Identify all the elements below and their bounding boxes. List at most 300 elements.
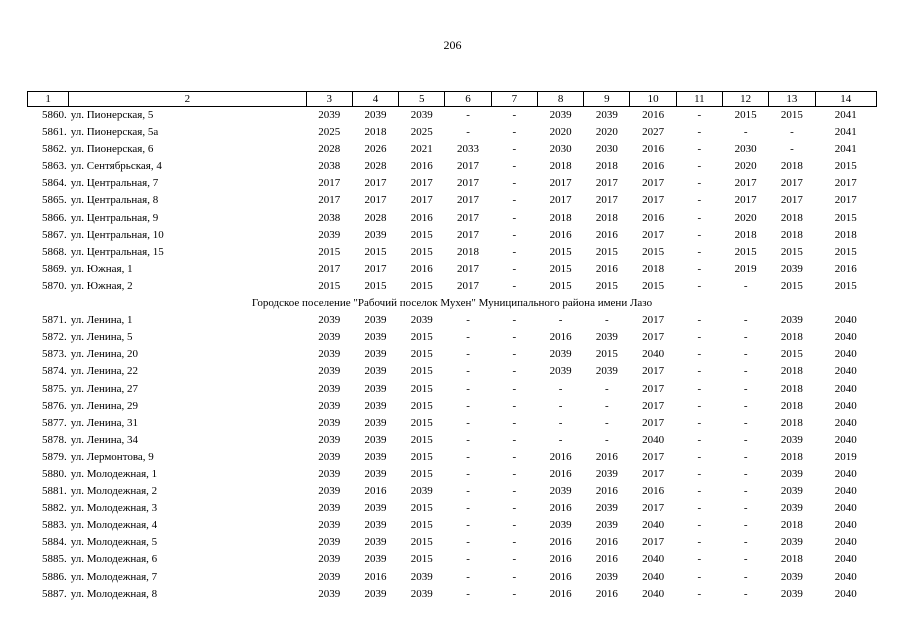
value-cell: 2017 [734, 177, 757, 190]
value-cell: 2017 [642, 450, 665, 463]
value-cell: 2018 [364, 126, 387, 139]
row-number: 5882. [41, 502, 67, 515]
value-cell: 2028 [364, 160, 387, 173]
value-cell: - [558, 433, 563, 446]
value-cell: 2039 [780, 587, 803, 600]
value-cell: - [697, 365, 702, 378]
value-cell: 2039 [410, 485, 433, 498]
row-number: 5877. [41, 416, 67, 429]
value-cell: 2020 [595, 126, 618, 139]
address-cell: ул. Молодежная, 4 [70, 519, 158, 532]
value-cell: 2015 [364, 245, 387, 258]
value-cell: - [605, 314, 609, 327]
value-cell: 2015 [410, 536, 433, 549]
row-number: 5872. [41, 331, 67, 344]
value-cell: 2015 [364, 279, 387, 292]
value-cell: 2040 [834, 399, 857, 412]
value-cell: - [697, 382, 702, 395]
value-cell: - [512, 109, 517, 121]
value-cell: 2016 [642, 160, 665, 173]
value-cell: 2040 [834, 570, 857, 583]
value-cell: 2015 [410, 519, 433, 532]
table-row [28, 398, 877, 415]
value-cell: - [558, 314, 563, 327]
value-cell: 2018 [549, 211, 572, 224]
value-cell: 2018 [780, 416, 803, 429]
value-cell: - [697, 433, 702, 446]
value-cell: 2018 [595, 211, 618, 224]
table-row [28, 500, 877, 517]
value-cell: 2039 [780, 485, 803, 498]
value-cell: - [605, 433, 609, 446]
value-cell: 2030 [549, 143, 572, 156]
value-cell: 2039 [364, 365, 387, 378]
value-cell: 2039 [364, 433, 387, 446]
value-cell: - [512, 536, 517, 549]
value-cell: 2040 [834, 536, 857, 549]
value-cell: - [466, 399, 470, 412]
value-cell: - [466, 433, 470, 446]
value-cell: - [512, 399, 517, 412]
value-cell: 2017 [642, 228, 665, 241]
row-number: 5871. [41, 314, 67, 327]
value-cell: 2016 [549, 587, 572, 600]
header-cell: 14 [815, 92, 876, 107]
table-row [28, 569, 877, 586]
address-cell: ул. Центральная, 15 [70, 245, 164, 258]
value-cell: 2017 [549, 177, 572, 190]
address-cell: ул. Центральная, 7 [70, 177, 159, 190]
value-cell: 2015 [780, 348, 803, 361]
value-cell: 2016 [549, 331, 572, 344]
value-cell: 2015 [780, 109, 803, 121]
value-cell: 2019 [834, 450, 857, 463]
header-cell: 1 [28, 92, 69, 107]
value-cell: - [697, 553, 702, 566]
value-cell: - [743, 587, 748, 600]
value-cell: - [697, 194, 702, 207]
header-cell: 10 [630, 92, 676, 107]
value-cell: - [512, 160, 517, 173]
value-cell: - [743, 279, 748, 292]
value-cell: - [743, 331, 748, 344]
row-number: 5867. [41, 228, 67, 241]
value-cell: 2015 [410, 502, 433, 515]
value-cell: 2017 [595, 177, 618, 190]
value-cell: 2017 [642, 382, 665, 395]
table-row [28, 381, 877, 398]
value-cell: 2015 [410, 450, 433, 463]
value-cell: 2040 [834, 348, 857, 361]
value-cell: - [558, 382, 563, 395]
value-cell: - [605, 399, 609, 412]
register-table [27, 91, 877, 603]
value-cell: - [697, 262, 702, 275]
page-number: 206 [443, 38, 462, 52]
value-cell: 2017 [642, 314, 665, 327]
value-cell: 2039 [410, 570, 433, 583]
value-cell: 2017 [457, 160, 480, 173]
value-cell: 2039 [318, 570, 341, 583]
value-cell: 2039 [364, 502, 387, 515]
address-cell: ул. Молодежная, 6 [70, 553, 158, 566]
value-cell: - [512, 502, 517, 515]
value-cell: - [512, 262, 517, 275]
value-cell: 2020 [549, 126, 572, 139]
value-cell: 2018 [834, 228, 857, 241]
table-row [28, 534, 877, 551]
value-cell: 2015 [410, 279, 433, 292]
value-cell: 2039 [318, 365, 341, 378]
value-cell: 2015 [410, 433, 433, 446]
value-cell: 2016 [549, 536, 572, 549]
value-cell: 2039 [410, 587, 433, 600]
value-cell: 2039 [364, 519, 387, 532]
value-cell: 2015 [410, 399, 433, 412]
value-cell: - [512, 416, 517, 429]
value-cell: 2025 [410, 126, 433, 139]
row-number: 5878. [41, 433, 67, 446]
row-number: 5864. [41, 177, 67, 190]
value-cell: 2017 [642, 194, 665, 207]
value-cell: 2016 [834, 262, 857, 275]
value-cell: 2017 [642, 331, 665, 344]
value-cell: 2016 [642, 211, 665, 224]
value-cell: 2040 [642, 519, 665, 532]
value-cell: 2020 [734, 160, 757, 173]
value-cell: 2020 [734, 211, 757, 224]
value-cell: - [697, 126, 702, 139]
value-cell: 2039 [549, 109, 572, 121]
value-cell: 2016 [595, 262, 618, 275]
table-row [28, 312, 877, 329]
value-cell: 2015 [780, 279, 803, 292]
value-cell: - [512, 211, 517, 224]
value-cell: 2040 [834, 331, 857, 344]
value-cell: - [512, 126, 517, 139]
value-cell: 2039 [364, 450, 387, 463]
value-cell: 2039 [364, 416, 387, 429]
value-cell: 2040 [642, 570, 665, 583]
value-cell: 2018 [780, 160, 803, 173]
value-cell: 2039 [364, 382, 387, 395]
value-cell: 2028 [364, 211, 387, 224]
value-cell: 2018 [457, 245, 480, 258]
row-number: 5885. [41, 553, 67, 566]
value-cell: - [512, 228, 517, 241]
value-cell: 2016 [595, 587, 618, 600]
value-cell: 2018 [780, 331, 803, 344]
value-cell: - [790, 143, 794, 156]
value-cell: 2016 [595, 485, 618, 498]
value-cell: 2041 [834, 126, 857, 139]
address-cell: ул. Молодежная, 8 [70, 587, 158, 600]
table-row [28, 483, 877, 500]
row-number: 5881. [41, 485, 67, 498]
value-cell: 2039 [549, 365, 572, 378]
table-row [28, 329, 877, 346]
value-cell: - [512, 143, 517, 156]
value-cell: 2016 [595, 450, 618, 463]
value-cell: 2039 [595, 519, 618, 532]
value-cell: - [466, 450, 470, 463]
address-cell: ул. Центральная, 10 [70, 228, 164, 241]
value-cell: - [512, 177, 517, 190]
value-cell: 2017 [549, 194, 572, 207]
row-number: 5876. [41, 399, 67, 412]
value-cell: 2039 [318, 109, 341, 121]
value-cell: - [697, 536, 702, 549]
value-cell: 2039 [364, 587, 387, 600]
value-cell: - [605, 382, 609, 395]
value-cell: 2017 [318, 177, 341, 190]
row-number: 5887. [41, 587, 67, 600]
header-cell: 12 [723, 92, 769, 107]
value-cell: 2040 [642, 553, 665, 566]
value-cell: 2039 [364, 331, 387, 344]
value-cell: 2040 [834, 467, 857, 480]
table-row [28, 551, 877, 568]
value-cell: 2016 [410, 211, 433, 224]
value-cell: 2039 [318, 553, 341, 566]
value-cell: 2015 [834, 279, 857, 292]
value-cell: - [697, 331, 702, 344]
value-cell: 2039 [318, 587, 341, 600]
table-row [28, 210, 877, 227]
address-cell: ул. Центральная, 8 [70, 194, 159, 207]
value-cell: 2017 [457, 177, 480, 190]
value-cell: - [697, 399, 702, 412]
value-cell: 2016 [549, 467, 572, 480]
value-cell: 2017 [642, 365, 665, 378]
row-number: 5862. [41, 143, 67, 156]
value-cell: 2018 [780, 365, 803, 378]
table-row [28, 107, 877, 125]
value-cell: 2018 [595, 160, 618, 173]
value-cell: 2025 [318, 126, 341, 139]
value-cell: - [697, 467, 702, 480]
value-cell: 2017 [642, 467, 665, 480]
value-cell: - [466, 519, 470, 532]
value-cell: 2039 [595, 365, 618, 378]
value-cell: 2016 [364, 485, 387, 498]
value-cell: 2018 [780, 228, 803, 241]
address-cell: ул. Южная, 1 [70, 262, 133, 275]
value-cell: 2039 [410, 109, 433, 121]
value-cell: - [466, 570, 470, 583]
value-cell: 2018 [780, 399, 803, 412]
row-number: 5886. [41, 570, 67, 583]
value-cell: - [743, 553, 748, 566]
value-cell: - [697, 245, 702, 258]
value-cell: 2017 [364, 177, 387, 190]
value-cell: 2015 [549, 245, 572, 258]
value-cell: - [743, 126, 748, 139]
value-cell: 2017 [457, 194, 480, 207]
value-cell: 2040 [834, 382, 857, 395]
header-cell: 5 [399, 92, 445, 107]
row-number: 5866. [41, 211, 67, 224]
value-cell: - [697, 416, 702, 429]
value-cell: 2017 [318, 194, 341, 207]
value-cell: 2017 [364, 194, 387, 207]
value-cell: - [697, 519, 702, 532]
value-cell: 2015 [410, 416, 433, 429]
value-cell: 2017 [410, 177, 433, 190]
value-cell: 2015 [410, 348, 433, 361]
row-number: 5874. [41, 365, 67, 378]
value-cell: 2017 [364, 262, 387, 275]
value-cell: - [512, 553, 517, 566]
value-cell: 2040 [642, 433, 665, 446]
value-cell: 2039 [595, 331, 618, 344]
header-cell: 8 [537, 92, 583, 107]
value-cell: - [743, 519, 748, 532]
value-cell: - [743, 536, 748, 549]
value-cell: - [743, 467, 748, 480]
header-row [28, 92, 877, 107]
value-cell: 2015 [410, 553, 433, 566]
address-cell: ул. Молодежная, 7 [70, 570, 158, 583]
address-cell: ул. Ленина, 20 [70, 348, 139, 361]
value-cell: 2038 [318, 160, 341, 173]
value-cell: 2039 [318, 331, 341, 344]
header-cell: 4 [352, 92, 398, 107]
value-cell: 2015 [834, 211, 857, 224]
table-row [28, 517, 877, 534]
value-cell: - [466, 553, 470, 566]
value-cell: 2021 [410, 143, 433, 156]
value-cell: 2027 [642, 126, 665, 139]
address-cell: ул. Ленина, 5 [70, 331, 133, 344]
value-cell: 2015 [410, 228, 433, 241]
value-cell: - [466, 382, 470, 395]
value-cell: 2017 [642, 416, 665, 429]
value-cell: 2039 [318, 467, 341, 480]
address-cell: ул. Ленина, 34 [70, 433, 139, 446]
address-cell: ул. Ленина, 1 [70, 314, 133, 327]
address-cell: ул. Пионерская, 6 [70, 143, 154, 156]
value-cell: - [697, 570, 702, 583]
value-cell: 2017 [318, 262, 341, 275]
value-cell: 2015 [549, 262, 572, 275]
table-row [28, 141, 877, 158]
row-number: 5865. [41, 194, 67, 207]
header-cell: 2 [69, 92, 306, 107]
value-cell: 2016 [410, 262, 433, 275]
value-cell: - [512, 570, 517, 583]
value-cell: - [512, 450, 517, 463]
value-cell: 2039 [318, 433, 341, 446]
value-cell: 2039 [318, 536, 341, 549]
table-row [28, 466, 877, 483]
value-cell: 2039 [318, 399, 341, 412]
value-cell: 2039 [780, 536, 803, 549]
value-cell: 2039 [780, 433, 803, 446]
value-cell: 2017 [734, 194, 757, 207]
value-cell: 2017 [642, 399, 665, 412]
value-cell: - [697, 450, 702, 463]
value-cell: 2041 [834, 109, 857, 121]
value-cell: - [743, 382, 748, 395]
value-cell: 2040 [834, 365, 857, 378]
table-body [28, 107, 877, 603]
value-cell: 2039 [364, 228, 387, 241]
table-row [28, 432, 877, 449]
table-row [28, 192, 877, 209]
address-cell: ул. Молодежная, 1 [70, 467, 158, 480]
value-cell: 2039 [318, 519, 341, 532]
table-row [28, 227, 877, 244]
value-cell: 2016 [549, 228, 572, 241]
value-cell: - [697, 502, 702, 515]
value-cell: - [697, 314, 702, 327]
value-cell: 2039 [780, 570, 803, 583]
value-cell: 2039 [318, 228, 341, 241]
value-cell: 2015 [642, 245, 665, 258]
value-cell: 2039 [364, 553, 387, 566]
value-cell: 2040 [834, 553, 857, 566]
value-cell: 2015 [410, 331, 433, 344]
value-cell: 2017 [834, 177, 857, 190]
address-cell: ул. Молодежная, 3 [70, 502, 158, 515]
header-cell: 7 [491, 92, 537, 107]
row-number: 5860. [41, 109, 67, 121]
value-cell: 2015 [318, 279, 341, 292]
value-cell: 2017 [457, 279, 480, 292]
value-cell: 2039 [364, 467, 387, 480]
table-row [28, 244, 877, 261]
value-cell: - [466, 348, 470, 361]
value-cell: - [466, 314, 470, 327]
value-cell: 2019 [734, 262, 757, 275]
value-cell: 2015 [595, 279, 618, 292]
value-cell: 2015 [734, 109, 757, 121]
section-heading: Городское поселение "Рабочий поселок Мухен" Муниципального района имени Лазо [251, 297, 653, 310]
value-cell: - [512, 194, 517, 207]
value-cell: 2039 [318, 314, 341, 327]
address-cell: ул. Сентябрьская, 4 [70, 160, 162, 173]
table-row [28, 363, 877, 380]
value-cell: - [466, 485, 470, 498]
address-cell: ул. Пионерская, 5а [70, 126, 159, 139]
value-cell: 2040 [642, 587, 665, 600]
table-row [28, 124, 877, 141]
table-row [28, 586, 877, 603]
value-cell: 2039 [410, 314, 433, 327]
value-cell: 2039 [780, 467, 803, 480]
value-cell: 2039 [364, 109, 387, 121]
value-cell: - [558, 416, 563, 429]
address-cell: ул. Молодежная, 5 [70, 536, 158, 549]
value-cell: 2016 [364, 570, 387, 583]
value-cell: 2016 [642, 485, 665, 498]
row-number: 5875. [41, 382, 67, 395]
value-cell: - [512, 279, 517, 292]
value-cell: 2030 [734, 143, 757, 156]
value-cell: 2039 [364, 348, 387, 361]
row-number: 5870. [41, 279, 67, 292]
value-cell: - [743, 314, 748, 327]
value-cell: 2015 [410, 365, 433, 378]
value-cell: 2017 [457, 228, 480, 241]
value-cell: 2030 [595, 143, 618, 156]
value-cell: 2039 [780, 502, 803, 515]
value-cell: - [512, 365, 517, 378]
value-cell: 2015 [410, 467, 433, 480]
value-cell: 2018 [549, 160, 572, 173]
value-cell: 2040 [642, 348, 665, 361]
